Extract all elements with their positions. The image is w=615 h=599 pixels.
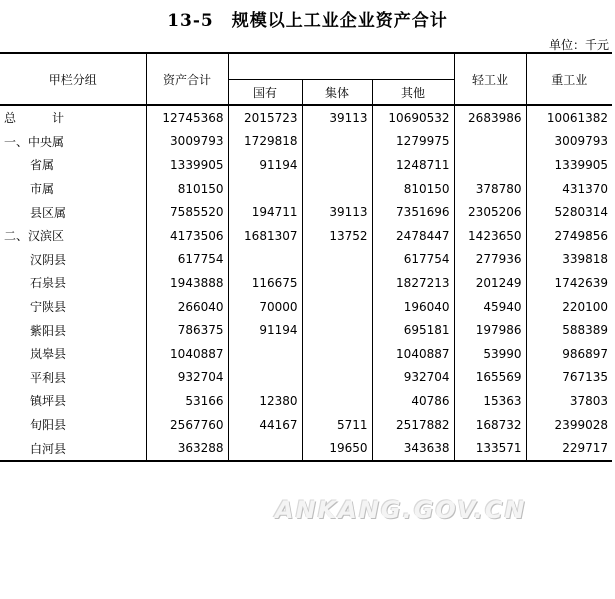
header-state: 国有 <box>228 80 302 106</box>
cell-total: 266040 <box>146 295 228 319</box>
cell-heavy: 2399028 <box>554 417 608 432</box>
cell-total: 786375 <box>146 318 228 342</box>
cell-other: 343638 <box>372 436 454 461</box>
header-light: 轻工业 <box>454 53 526 105</box>
row-label: 县区属 <box>0 200 146 224</box>
row-label: 宁陕县 <box>0 295 146 319</box>
row-label: 汉阴县 <box>0 248 146 272</box>
asset-table <box>0 52 612 462</box>
table-row <box>0 436 612 461</box>
cell-light <box>454 130 526 154</box>
cell-state: 12380 <box>228 389 302 413</box>
cell-heavy: 5280314 <box>554 205 608 220</box>
cell-total: 1339905 <box>146 153 228 177</box>
cell-collective: 13752 <box>302 224 372 248</box>
row-label: 二、汉滨区 <box>0 224 146 248</box>
table-body <box>0 105 612 461</box>
cell-light: 201249 <box>454 271 526 295</box>
cell-other: 1248711 <box>372 153 454 177</box>
row-label: 旬阳县 <box>0 413 146 437</box>
cell-total: 12745368 <box>146 105 228 130</box>
cell-other: 2478447 <box>372 224 454 248</box>
cell-total: 53166 <box>146 389 228 413</box>
cell-state: 44167 <box>228 413 302 437</box>
row-label: 一、中央属 <box>0 130 146 154</box>
cell-state: 1729818 <box>228 130 302 154</box>
cell-heavy: 229717 <box>526 436 612 461</box>
cell-other: 196040 <box>372 295 454 319</box>
table-row <box>0 130 612 154</box>
table-row <box>0 413 612 437</box>
cell-light <box>454 153 526 177</box>
cell-collective: 39113 <box>302 105 372 130</box>
table-title: 13-5 规模以上工业企业资产合计 <box>167 11 448 31</box>
cell-state <box>228 436 302 461</box>
table-row <box>0 153 612 177</box>
cell-light: 2683986 <box>454 105 526 130</box>
cell-heavy: 588389 <box>562 323 608 338</box>
cell-total: 932704 <box>146 366 228 390</box>
row-label: 市属 <box>0 177 146 201</box>
table-row <box>0 200 612 224</box>
cell-light: 277936 <box>454 248 526 272</box>
cell-state: 194711 <box>228 200 302 224</box>
cell-total: 810150 <box>146 177 228 201</box>
header-ownership <box>228 53 454 80</box>
cell-collective <box>302 366 372 390</box>
cell-state <box>228 177 302 201</box>
unit-label: 单位：千元 <box>548 38 609 52</box>
row-label: 镇坪县 <box>0 389 146 413</box>
table-row <box>0 389 612 413</box>
cell-total: 3009793 <box>146 130 228 154</box>
table-row <box>0 271 612 295</box>
cell-state: 91194 <box>228 153 302 177</box>
cell-state <box>228 248 302 272</box>
table-row <box>0 342 612 366</box>
table-row <box>0 318 612 342</box>
cell-heavy: 37803 <box>569 393 608 408</box>
table-row <box>0 105 612 130</box>
cell-light: 1423650 <box>454 224 526 248</box>
row-label: 岚皋县 <box>0 342 146 366</box>
cell-heavy: 767135 <box>562 370 608 385</box>
cell-heavy: 220100 <box>562 299 608 314</box>
cell-collective <box>302 177 372 201</box>
cell-state <box>228 342 302 366</box>
cell-collective <box>302 248 372 272</box>
cell-light: 165569 <box>454 366 526 390</box>
cell-other: 932704 <box>372 366 454 390</box>
cell-state: 1681307 <box>228 224 302 248</box>
header-total: 资产合计 <box>146 53 228 105</box>
site-watermark: ANKANG.GOV.CN <box>275 496 527 524</box>
header-group: 甲栏分组 <box>0 53 146 105</box>
cell-light: 2305206 <box>454 200 526 224</box>
cell-light: 133571 <box>454 436 526 461</box>
header-other: 其他 <box>372 80 454 106</box>
cell-heavy: 1742639 <box>554 275 608 290</box>
cell-collective: 39113 <box>302 200 372 224</box>
cell-light: 168732 <box>454 413 526 437</box>
table-row <box>0 177 612 201</box>
cell-other: 617754 <box>372 248 454 272</box>
cell-collective <box>302 153 372 177</box>
table-row <box>0 248 612 272</box>
cell-light: 45940 <box>454 295 526 319</box>
cell-state: 91194 <box>228 318 302 342</box>
cell-light: 197986 <box>454 318 526 342</box>
row-label: 平利县 <box>0 366 146 390</box>
table-row <box>0 224 612 248</box>
cell-collective <box>302 389 372 413</box>
cell-collective <box>302 342 372 366</box>
row-label: 石泉县 <box>0 271 146 295</box>
cell-heavy: 3009793 <box>554 134 608 149</box>
cell-heavy: 431370 <box>562 181 608 196</box>
cell-collective: 5711 <box>302 413 372 437</box>
cell-collective <box>302 271 372 295</box>
cell-other: 40786 <box>372 389 454 413</box>
header-collective: 集体 <box>302 80 372 106</box>
row-label: 省属 <box>0 153 146 177</box>
cell-total: 1040887 <box>146 342 228 366</box>
row-label: 紫阳县 <box>0 318 146 342</box>
cell-state: 116675 <box>228 271 302 295</box>
cell-state: 70000 <box>228 295 302 319</box>
cell-other: 7351696 <box>372 200 454 224</box>
cell-heavy: 1339905 <box>554 157 608 172</box>
cell-collective <box>302 295 372 319</box>
table-row <box>0 366 612 390</box>
table-row <box>0 295 612 319</box>
cell-heavy: 10061382 <box>546 110 608 125</box>
cell-other: 810150 <box>372 177 454 201</box>
cell-total: 1943888 <box>146 271 228 295</box>
row-label: 总 计 <box>0 105 146 130</box>
cell-other: 10690532 <box>372 105 454 130</box>
cell-total: 4173506 <box>146 224 228 248</box>
cell-collective <box>302 130 372 154</box>
cell-other: 1827213 <box>372 271 454 295</box>
row-label: 白河县 <box>0 436 146 461</box>
cell-total: 363288 <box>146 436 228 461</box>
cell-collective: 19650 <box>302 436 372 461</box>
cell-other: 1279975 <box>372 130 454 154</box>
cell-heavy: 2749856 <box>554 228 608 243</box>
cell-heavy: 339818 <box>562 252 608 267</box>
cell-collective <box>302 318 372 342</box>
cell-other: 695181 <box>372 318 454 342</box>
cell-light: 378780 <box>454 177 526 201</box>
cell-state: 2015723 <box>228 105 302 130</box>
header-heavy: 重工业 <box>526 53 612 105</box>
cell-total: 617754 <box>146 248 228 272</box>
cell-state <box>228 366 302 390</box>
cell-light: 53990 <box>454 342 526 366</box>
cell-heavy: 986897 <box>562 346 608 361</box>
cell-total: 7585520 <box>146 200 228 224</box>
cell-light: 15363 <box>454 389 526 413</box>
cell-total: 2567760 <box>146 413 228 437</box>
cell-other: 1040887 <box>372 342 454 366</box>
cell-other: 2517882 <box>372 413 454 437</box>
